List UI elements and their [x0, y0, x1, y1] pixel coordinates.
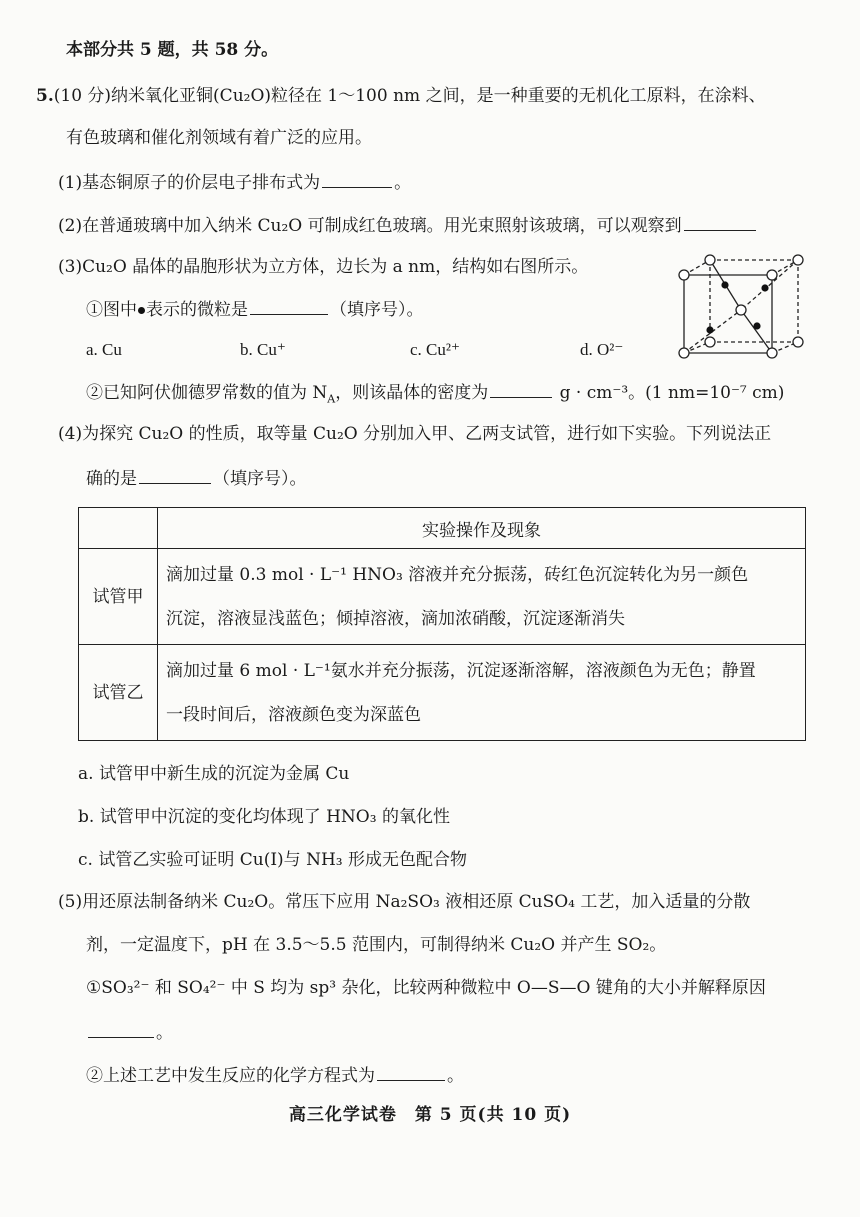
option-3a: a. Cu: [86, 340, 122, 359]
part-5-1: ①SO₃²⁻ 和 SO₄²⁻ 中 S 均为 sp³ 杂化，比较两种微粒中 O—S—O 键角的大小并解释原因: [86, 978, 766, 998]
part-5-2-text: ②上述工艺中发生反应的化学方程式为: [86, 1066, 375, 1086]
row-yi-text1: 滴加过量 6 mol · L⁻¹氨水并充分振荡，沉淀逐渐溶解，溶液颜色为无色；静置: [166, 660, 756, 681]
part-2-text: (2)在普通玻璃中加入纳米 Cu₂O 可制成红色玻璃。用光束照射该玻璃，可以观察到: [58, 216, 682, 236]
row-content-yi: [158, 645, 806, 741]
answer-blank-5-2[interactable]: [377, 1062, 445, 1081]
part-5-1-blank-line: [86, 1019, 173, 1045]
row-yi-text2: 一段时间后，溶液颜色变为深蓝色: [166, 704, 421, 725]
part-3-2-pre: ②已知阿伏伽德罗常数的值为 N: [86, 383, 328, 403]
option-4a: a. 试管甲中新生成的沉淀为金属 Cu: [78, 764, 350, 784]
part-4-line1: (4)为探究 Cu₂O 的性质，取等量 Cu₂O 分别加入甲、乙两支试管，进行如下实验。下列说法正: [58, 424, 772, 444]
question-5-stem-line1: [36, 84, 766, 108]
table-row: [79, 549, 806, 645]
answer-blank-3-1[interactable]: [250, 296, 328, 315]
black-dot-icon: [138, 307, 145, 314]
part-3-2-mid: ，则该晶体的密度为: [335, 383, 489, 403]
part-1: [58, 169, 411, 195]
unit-cell-diagram: [672, 250, 812, 370]
option-4b: b. 试管甲中沉淀的变化均体现了 HNO₃ 的氧化性: [78, 807, 450, 827]
table-row: [79, 645, 806, 741]
part-3-2-sub: A: [327, 392, 336, 406]
question-number: 5.: [36, 86, 54, 106]
part-3: (3)Cu₂O 晶体的晶胞形状为立方体，边长为 a nm，结构如右图所示。: [58, 257, 589, 277]
part-2: [58, 212, 758, 238]
part-3-1-pre: ①图中: [86, 300, 137, 320]
row-label-yi: 试管乙: [79, 645, 158, 741]
row-jia-text2: 沉淀，溶液显浅蓝色；倾掉溶液，滴加浓硝酸，沉淀逐渐消失: [166, 608, 625, 629]
row-content-jia: [158, 549, 806, 645]
part-5-2-end: 。: [447, 1066, 464, 1086]
part-1-end: 。: [394, 173, 412, 193]
part-4-end: （填序号）。: [213, 469, 307, 489]
answer-blank-2[interactable]: [684, 212, 756, 231]
table-header-row: [79, 508, 806, 549]
row-jia-text1: 滴加过量 0.3 mol · L⁻¹ HNO₃ 溶液并充分振荡，砖红色沉淀转化为另一颜色: [166, 564, 749, 585]
part-3-2-unit: g · cm⁻³。(1 nm=10⁻⁷ cm): [559, 383, 785, 403]
answer-blank-5-1[interactable]: [88, 1019, 154, 1038]
part-3-1-mid: 表示的微粒是: [146, 300, 248, 320]
answer-blank-1[interactable]: [322, 169, 392, 188]
answer-blank-4[interactable]: [139, 465, 211, 484]
part-5-2: [86, 1062, 464, 1088]
answer-blank-3-2[interactable]: [490, 379, 552, 398]
stem-text-1: (10 分)纳米氧化亚铜(Cu₂O)粒径在 1～100 nm 之间，是一种重要的无机化工原料，在涂料、: [53, 86, 766, 106]
row-label-jia: 试管甲: [79, 549, 158, 645]
option-4c: c. 试管乙实验可证明 Cu(Ⅰ)与 NH₃ 形成无色配合物: [78, 850, 467, 870]
part-3-1-end: （填序号）。: [330, 300, 424, 320]
part-4-line2: [86, 465, 307, 491]
part-3-2: [86, 379, 784, 411]
option-3c: c. Cu²⁺: [410, 340, 460, 359]
part-5-line2: 剂，一定温度下，pH 在 3.5～5.5 范围内，可制得纳米 Cu₂O 并产生 SO₂。: [86, 935, 667, 955]
option-3b: b. Cu⁺: [240, 340, 286, 359]
part-4-pre: 确的是: [86, 469, 137, 489]
question-5-stem-line2: 有色玻璃和催化剂领域有着广泛的应用。: [66, 128, 372, 148]
table-header-empty: [79, 508, 158, 549]
option-3d: d. O²⁻: [580, 340, 624, 359]
table-header: 实验操作及现象: [158, 508, 806, 549]
part-5-1-end: 。: [156, 1023, 173, 1043]
part-1-text: (1)基态铜原子的价层电子排布式为: [58, 173, 321, 193]
page-footer: 高三化学试卷 第 5 页(共 10 页): [288, 1105, 572, 1125]
section-intro: 本部分共 5 题，共 58 分。: [66, 40, 279, 60]
part-5-line1: (5)用还原法制备纳米 Cu₂O。常压下应用 Na₂SO₃ 液相还原 CuSO₄ 工艺，加入适量的分散: [58, 892, 751, 912]
part-3-1: [86, 296, 424, 322]
experiment-table: [78, 507, 806, 741]
